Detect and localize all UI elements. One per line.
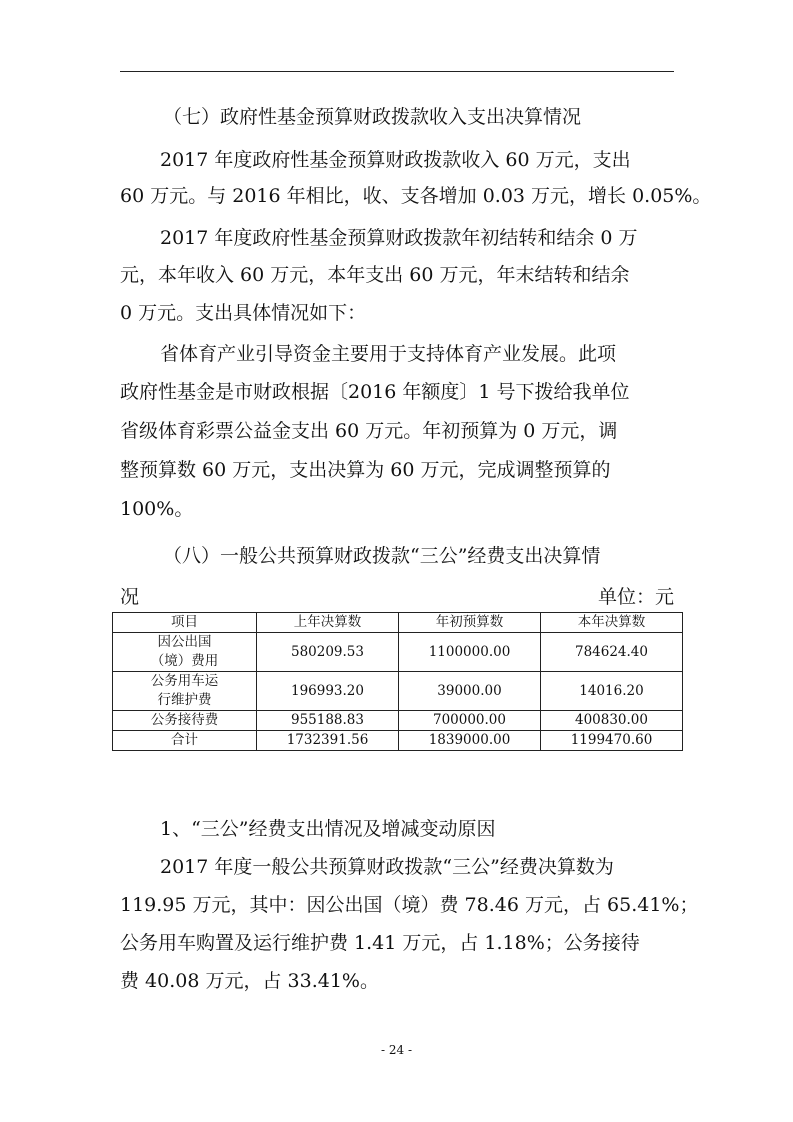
three-public-expenses-table [112, 612, 683, 751]
section-8-heading-cont: 况 [120, 586, 140, 608]
page-number: - 24 - [380, 1043, 412, 1057]
row-budget: 39000.00 [399, 672, 541, 711]
paragraph-line: 100%。 [120, 498, 194, 520]
row-item-line: 公务用车运 [150, 673, 219, 689]
row-actual: 400830.00 [541, 711, 683, 731]
row-item-line: （境）费用 [150, 653, 219, 669]
paragraph-line: 公务用车购置及运行维护费 1.41 万元，占 1.18%；公务接待 [120, 932, 640, 954]
row-actual: 784624.40 [541, 633, 683, 672]
paragraph-line: 省体育产业引导资金主要用于支持体育产业发展。此项 [160, 343, 617, 365]
paragraph-line: 费 40.08 万元，占 33.41%。 [120, 970, 379, 992]
col-header-prev: 上年决算数 [257, 613, 399, 633]
col-header-actual: 本年决算数 [541, 613, 683, 633]
row-item-line: 行维护费 [157, 692, 212, 708]
subsection-1-heading: 1、“三公”经费支出情况及增减变动原因 [160, 818, 496, 840]
unit-label: 单位：元 [597, 586, 674, 608]
paragraph-line: 119.95 万元，其中：因公出国（境）费 78.46 万元，占 65.41%； [120, 894, 699, 916]
paragraph-line: 省级体育彩票公益金支出 60 万元。年初预算为 0 万元，调 [120, 420, 618, 442]
paragraph-line: 元，本年收入 60 万元，本年支出 60 万元，年末结转和结余 [120, 264, 630, 286]
row-prev: 955188.83 [257, 711, 399, 731]
col-header-item: 项目 [113, 613, 257, 633]
paragraph-line: 2017 年度政府性基金预算财政拨款年初结转和结余 0 万 [160, 227, 638, 249]
paragraph-line: 60 万元。与 2016 年相比，收、支各增加 0.03 万元，增长 0.05%。 [120, 185, 712, 207]
paragraph-line: 整预算数 60 万元，支出决算为 60 万元，完成调整预算的 [120, 459, 611, 481]
section-7-heading: （七）政府性基金预算财政拨款收入支出决算情况 [163, 106, 582, 128]
row-item: 公务接待费 [113, 711, 257, 731]
row-prev: 196993.20 [257, 672, 399, 711]
row-item-line: 因公出国 [157, 634, 212, 650]
paragraph-line: 政府性基金是市财政根据〔2016 年额度〕1 号下拨给我单位 [120, 381, 630, 403]
header-rule [120, 71, 674, 72]
table-row [113, 672, 683, 711]
table-header-row [113, 613, 683, 633]
row-item [113, 633, 257, 672]
row-prev: 580209.53 [257, 633, 399, 672]
row-item [113, 672, 257, 711]
row-item: 合计 [113, 731, 257, 751]
row-prev: 1732391.56 [257, 731, 399, 751]
row-budget: 700000.00 [399, 711, 541, 731]
col-header-budget: 年初预算数 [399, 613, 541, 633]
table-row [113, 633, 683, 672]
row-budget: 1100000.00 [399, 633, 541, 672]
table-total-row [113, 731, 683, 751]
table-row [113, 711, 683, 731]
row-actual: 14016.20 [541, 672, 683, 711]
paragraph-line: 0 万元。支出具体情况如下： [120, 302, 367, 324]
paragraph-line: 2017 年度一般公共预算财政拨款“三公”经费决算数为 [160, 856, 614, 878]
section-8-heading: （八）一般公共预算财政拨款“三公”经费支出决算情 [163, 545, 601, 567]
row-actual: 1199470.60 [541, 731, 683, 751]
row-budget: 1839000.00 [399, 731, 541, 751]
paragraph-line: 2017 年度政府性基金预算财政拨款收入 60 万元，支出 [160, 149, 631, 171]
